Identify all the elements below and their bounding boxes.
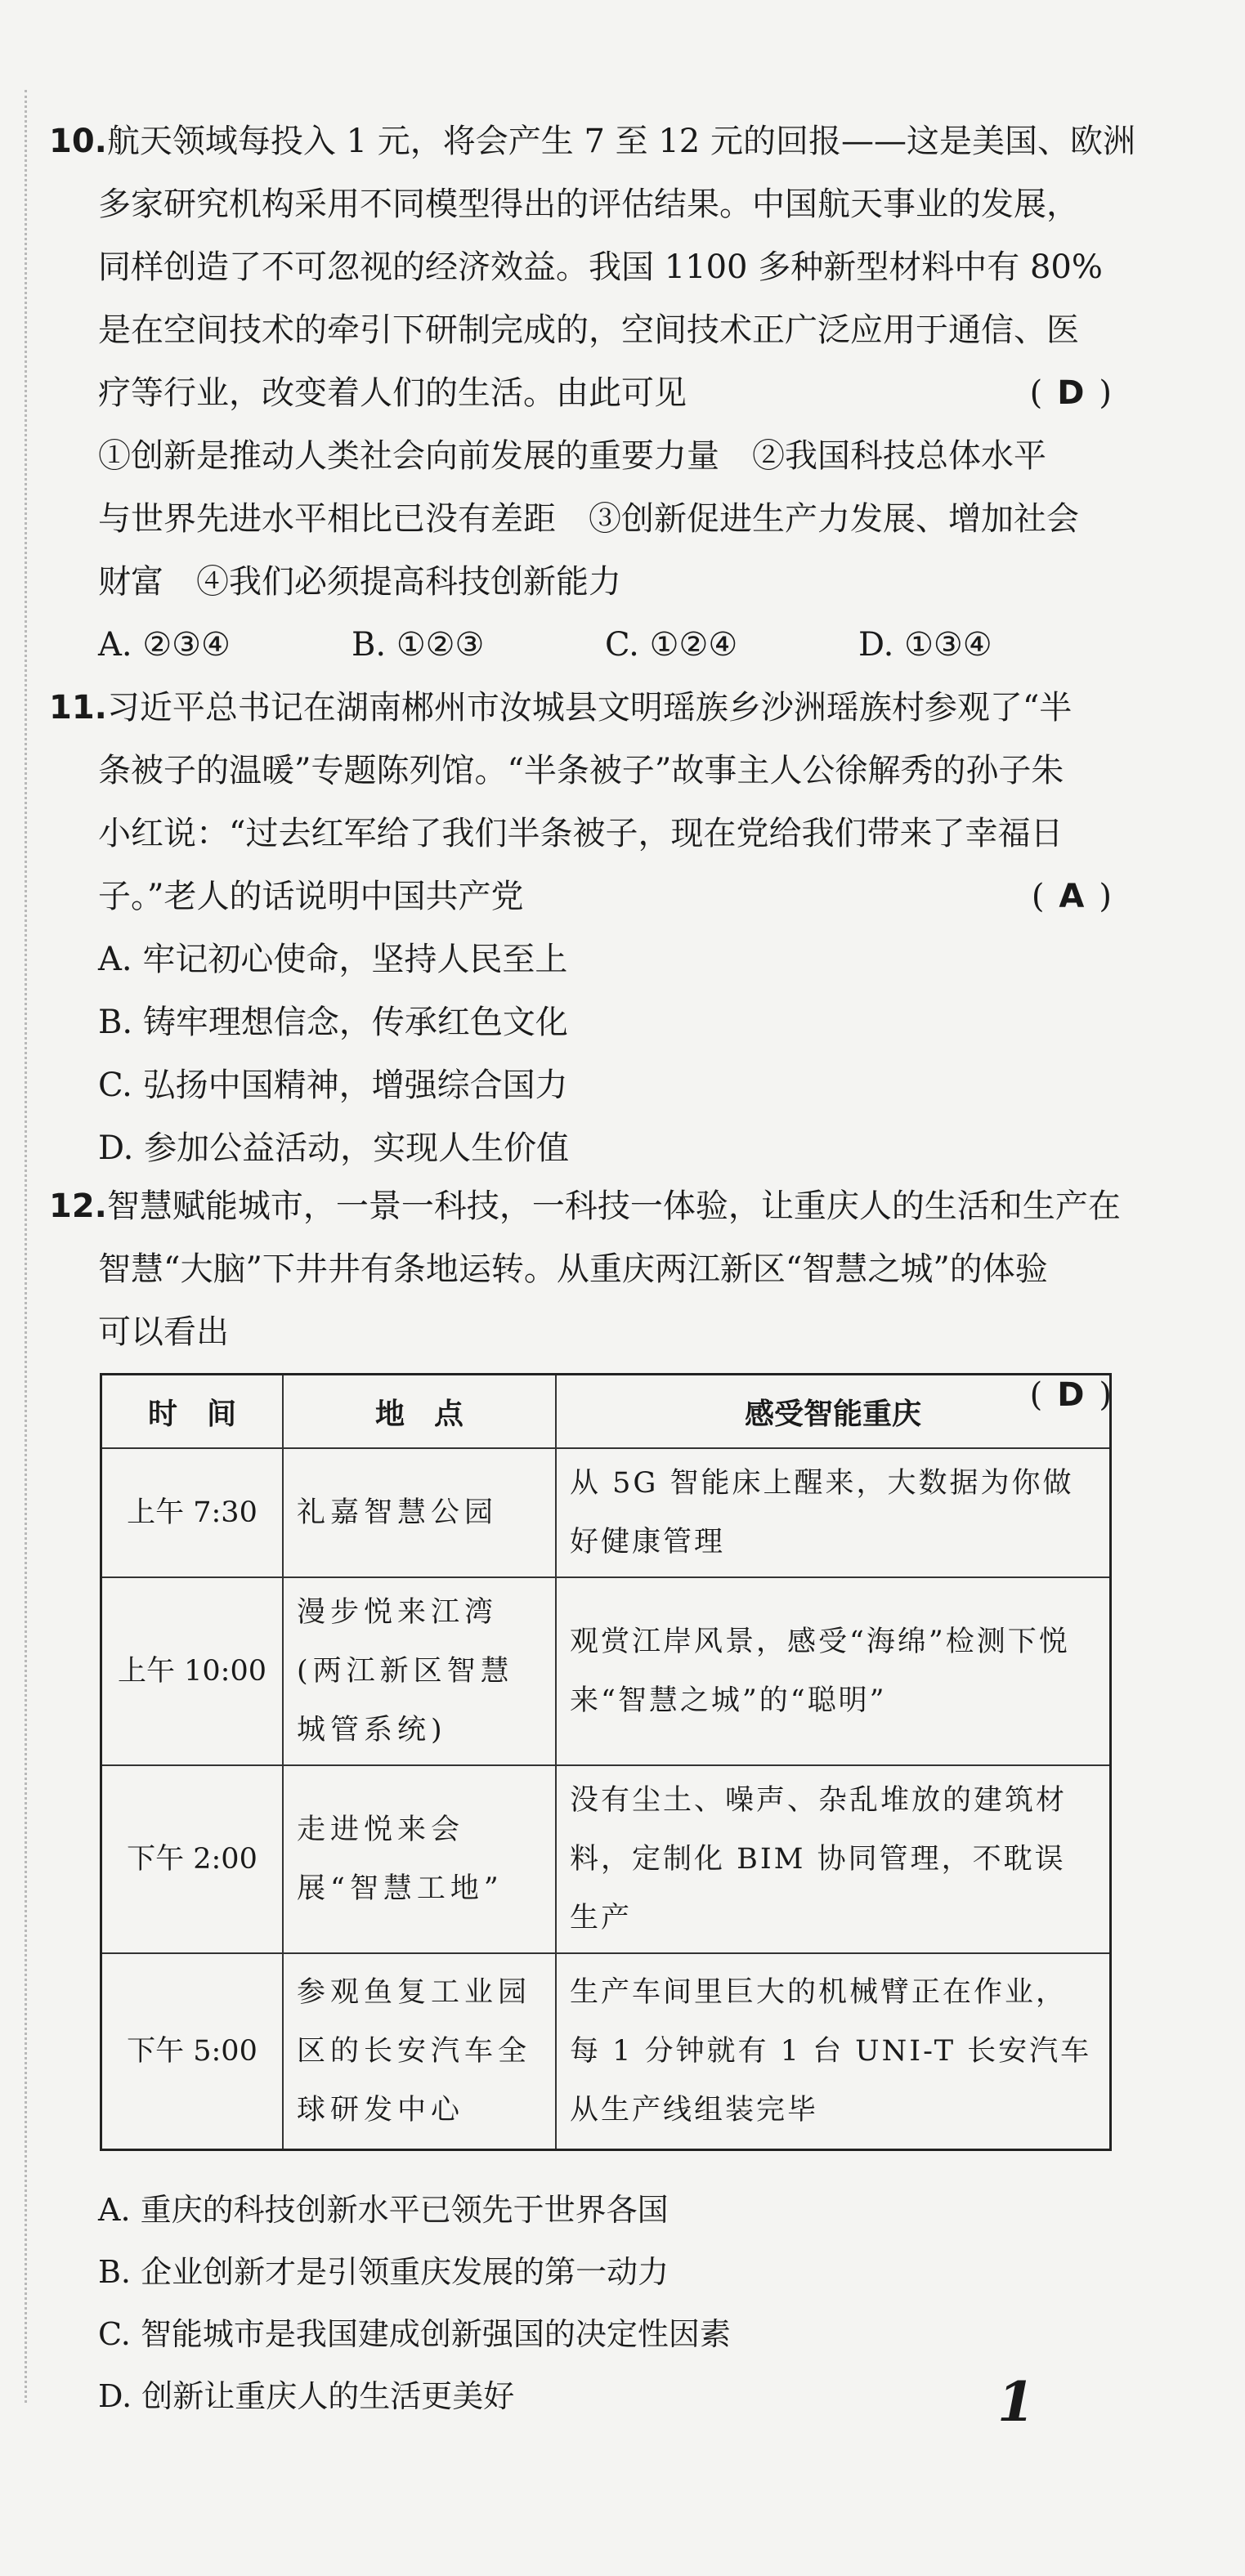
header-place: 地 点 <box>283 1375 556 1449</box>
cell-feel: 从 5G 智能床上醒来，大数据为你做好健康管理 <box>556 1448 1111 1577</box>
option-d: D. 参加公益活动，实现人生价值 <box>98 1129 570 1167</box>
question-number: 12. <box>49 1187 107 1225</box>
answer-letter: D <box>1057 374 1085 412</box>
statement-line: 与世界先进水平相比已没有差距 ③创新促进生产力发展、增加社会 <box>98 500 1079 538</box>
cell-time: 上午 7:30 <box>101 1448 284 1577</box>
question-10-stem-line: 10.航天领域每投入 1 元，将会产生 7 至 12 元的回报——这是美国、欧洲 <box>49 123 1135 160</box>
table-row <box>101 1953 1111 2149</box>
question-11-stem-line: 小红说：“过去红军给了我们半条被子，现在党给我们带来了幸福日 <box>98 815 1064 852</box>
schedule-table <box>100 1373 1112 2151</box>
option-a: A. 重庆的科技创新水平已领先于世界各国 <box>98 2192 669 2228</box>
option-d: D. 创新让重庆人的生活更美好 <box>98 2378 515 2414</box>
cell-place: 礼嘉智慧公园 <box>283 1448 556 1577</box>
cell-place: 漫步悦来江湾(两江新区智慧城管系统) <box>283 1577 556 1765</box>
options-row <box>49 614 1112 677</box>
question-12-stem-line: 12.智慧赋能城市，一景一科技，一科技一体验，让重庆人的生活和生产在 <box>49 1187 1121 1225</box>
question-11-stem-line: 子。”老人的话说明中国共产党 ( A ) <box>49 865 1112 928</box>
statement-line: 财富 ④我们必须提高科技创新能力 <box>98 563 621 601</box>
page-number: 1 <box>997 2370 1035 2434</box>
cell-time: 下午 2:00 <box>101 1765 284 1953</box>
answer-bracket: ( D ) <box>1029 1376 1112 1414</box>
option-a: A. 牢记初心使命，坚持人民至上 <box>98 941 568 978</box>
question-number: 10. <box>49 123 107 160</box>
table-row <box>101 1577 1111 1765</box>
cell-time: 下午 5:00 <box>101 1953 284 2149</box>
table-row <box>101 1448 1111 1577</box>
cell-time: 上午 10:00 <box>101 1577 284 1765</box>
question-11 <box>49 677 1112 1180</box>
cell-feel: 观赏江岸风景，感受“海绵”检测下悦来“智慧之城”的“聪明” <box>556 1577 1111 1765</box>
question-12-stem-line: 智慧“大脑”下井井有条地运转。从重庆两江新区“智慧之城”的体验 <box>98 1250 1048 1288</box>
cell-feel: 没有尘土、噪声、杂乱堆放的建筑材料，定制化 BIM 协同管理，不耽误生产 <box>556 1765 1111 1953</box>
table-row <box>101 1765 1111 1953</box>
option-c: C. 弘扬中国精神，增强综合国力 <box>98 1067 568 1104</box>
option-b: B. ①②③ <box>352 626 485 664</box>
answer-letter: A <box>1059 878 1085 915</box>
answer-letter: D <box>1057 1376 1085 1414</box>
question-10-stem-line: 多家研究机构采用不同模型得出的评估结果。中国航天事业的发展， <box>98 186 1079 223</box>
option-b: B. 铸牢理想信念，传承红色文化 <box>98 1004 568 1041</box>
answer-bracket: ( D ) <box>1029 374 1112 412</box>
option-c: C. 智能城市是我国建成创新强国的决定性因素 <box>98 2316 731 2352</box>
option-a: A. ②③④ <box>98 626 231 664</box>
question-number: 11. <box>49 689 107 727</box>
question-12-options <box>49 2179 1112 2427</box>
question-10-stem-line: 疗等行业，改变着人们的生活。由此可见 ( D ) <box>49 362 1112 425</box>
cell-place: 参观鱼复工业园区的长安汽车全球研发中心 <box>283 1953 556 2149</box>
margin-dotted-rule <box>25 90 27 2403</box>
cell-place: 走进悦来会展“智慧工地” <box>283 1765 556 1953</box>
question-10-stem-line: 同样创造了不可忽视的经济效益。我国 1100 多种新型材料中有 80% <box>98 248 1103 286</box>
option-d: D. ①③④ <box>858 626 992 664</box>
header-time: 时 间 <box>101 1375 284 1449</box>
option-c: C. ①②④ <box>605 626 738 664</box>
header-feel: 感受智能重庆 <box>556 1375 1111 1449</box>
question-10 <box>49 110 1135 677</box>
statement-line: ①创新是推动人类社会向前发展的重要力量 ②我国科技总体水平 <box>98 437 1046 475</box>
answer-bracket: ( A ) <box>1031 878 1112 915</box>
cell-feel: 生产车间里巨大的机械臂正在作业，每 1 分钟就有 1 台 UNI-T 长安汽车从生产线组装完毕 <box>556 1953 1111 2149</box>
question-12-stem-line: 可以看出 <box>98 1313 229 1351</box>
option-b: B. 企业创新才是引领重庆发展的第一动力 <box>98 2254 670 2290</box>
question-11-stem-line: 11.习近平总书记在湖南郴州市汝城县文明瑶族乡沙洲瑶族村参观了“半 <box>49 689 1073 727</box>
question-11-stem-line: 条被子的温暖”专题陈列馆。“半条被子”故事主人公徐解秀的孙子朱 <box>98 752 1064 789</box>
table-header-row <box>101 1375 1111 1449</box>
question-10-stem-line: 是在空间技术的牵引下研制完成的，空间技术正广泛应用于通信、医 <box>98 311 1079 349</box>
